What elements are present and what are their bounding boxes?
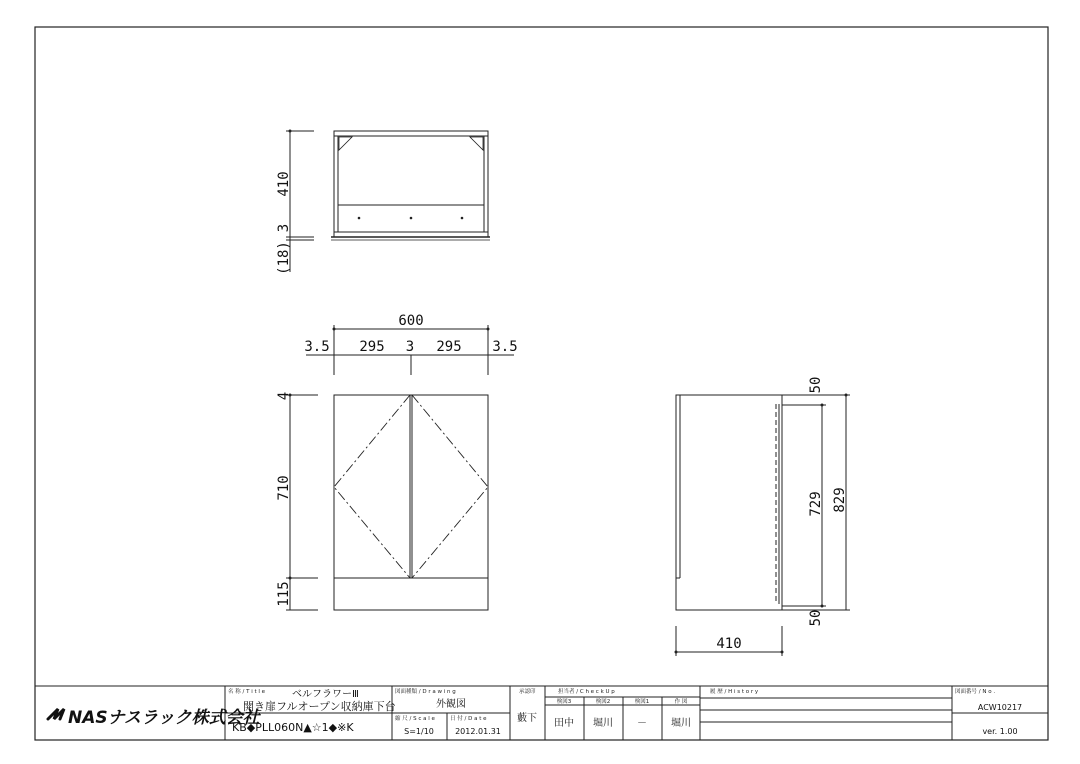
plan-view	[286, 130, 490, 272]
front-dim-dot-l	[333, 328, 335, 330]
side-depth-dot-r	[781, 651, 783, 653]
version: ver. 1.00	[982, 727, 1018, 736]
front-segment-5-label: 3.5	[492, 339, 518, 355]
check-header-4: 作 図	[674, 699, 688, 705]
plan-dim-dot	[289, 130, 291, 132]
scale-caption: 縮 尺 / S c a l e	[395, 716, 435, 722]
company-name: NASナスラック株式会社	[68, 708, 260, 728]
check-value-2: 堀川	[593, 718, 613, 729]
plan-corner-bracket-right	[470, 137, 483, 150]
scale-value: S=1/10	[404, 727, 434, 736]
date-caption: 日 付 / D a t e	[450, 716, 487, 722]
check-value-4: 堀川	[671, 718, 691, 729]
plan-cabinet-outline	[334, 131, 488, 237]
left-door-swing	[334, 395, 410, 578]
front-top-gap-label: 4	[276, 391, 292, 401]
front-segment-4-label: 295	[436, 339, 462, 355]
plan-hole-center	[410, 217, 412, 219]
right-door-swing	[412, 395, 488, 578]
company-logo	[48, 708, 262, 728]
side-inner-height-label: 729	[808, 491, 824, 517]
title-caption: 名 称 / T i t l e	[228, 689, 266, 695]
front-segment-1-label: 3.5	[304, 339, 330, 355]
sheet-border	[35, 27, 1048, 740]
side-depth-dot-l	[675, 651, 677, 653]
side-depth-label: 410	[716, 636, 742, 652]
side-dim-dot-2	[845, 394, 847, 396]
approval-caption: 承認印	[519, 689, 536, 695]
approval-name: 藪下	[517, 713, 537, 724]
side-bottom-offset-label: 50	[808, 609, 824, 627]
front-door-height-label: 710	[276, 475, 292, 501]
check-value-1: 田中	[554, 718, 574, 729]
front-dim-dot-r	[487, 328, 489, 330]
side-dim-dot-1	[821, 404, 823, 406]
check-value-3: －	[637, 718, 647, 729]
plan-corner-bracket-left	[339, 137, 352, 150]
check-caption: 担当者 / C h e c k U p	[558, 689, 615, 695]
series-name: ベルフラワーⅢ	[292, 689, 359, 700]
side-dim-dot-3	[821, 605, 823, 607]
front-overall-width-label: 600	[398, 313, 424, 329]
plan-hole-left	[358, 217, 360, 219]
logo-mark-icon	[48, 709, 64, 719]
side-cabinet-outline	[676, 395, 782, 610]
drawing-number: ACW10217	[977, 703, 1023, 712]
history-caption: 履 歴 / H i s t o r y	[710, 689, 759, 695]
plan-gap-label: 3	[276, 223, 292, 233]
front-segment-2-label: 295	[359, 339, 385, 355]
plan-top-thickness-label: (18)	[276, 241, 292, 275]
plan-depth-label: 410	[276, 171, 292, 197]
front-segment-3-label: 3	[405, 339, 415, 355]
date-value: 2012.01.31	[455, 727, 501, 736]
side-overall-height-label: 829	[832, 487, 848, 513]
drawing-type-caption: 図面種類 / D r a w i n g	[395, 689, 456, 695]
product-name: 開き扉フルオープン収納庫下台	[243, 700, 396, 713]
plan-hole-right	[461, 217, 463, 219]
number-caption: 図面番号 / N o .	[955, 689, 996, 695]
side-top-offset-label: 50	[808, 376, 824, 394]
front-view	[286, 325, 514, 610]
check-header-1: 検図3	[556, 699, 572, 705]
drawing-type: 外観図	[436, 699, 466, 710]
front-hdim-dot-m	[289, 577, 291, 579]
product-code: KB◆PLL060N▲☆1◆※K	[232, 721, 354, 734]
front-plinth-height-label: 115	[276, 581, 292, 607]
check-header-2: 検図2	[595, 699, 611, 705]
check-header-3: 検図1	[634, 699, 650, 705]
